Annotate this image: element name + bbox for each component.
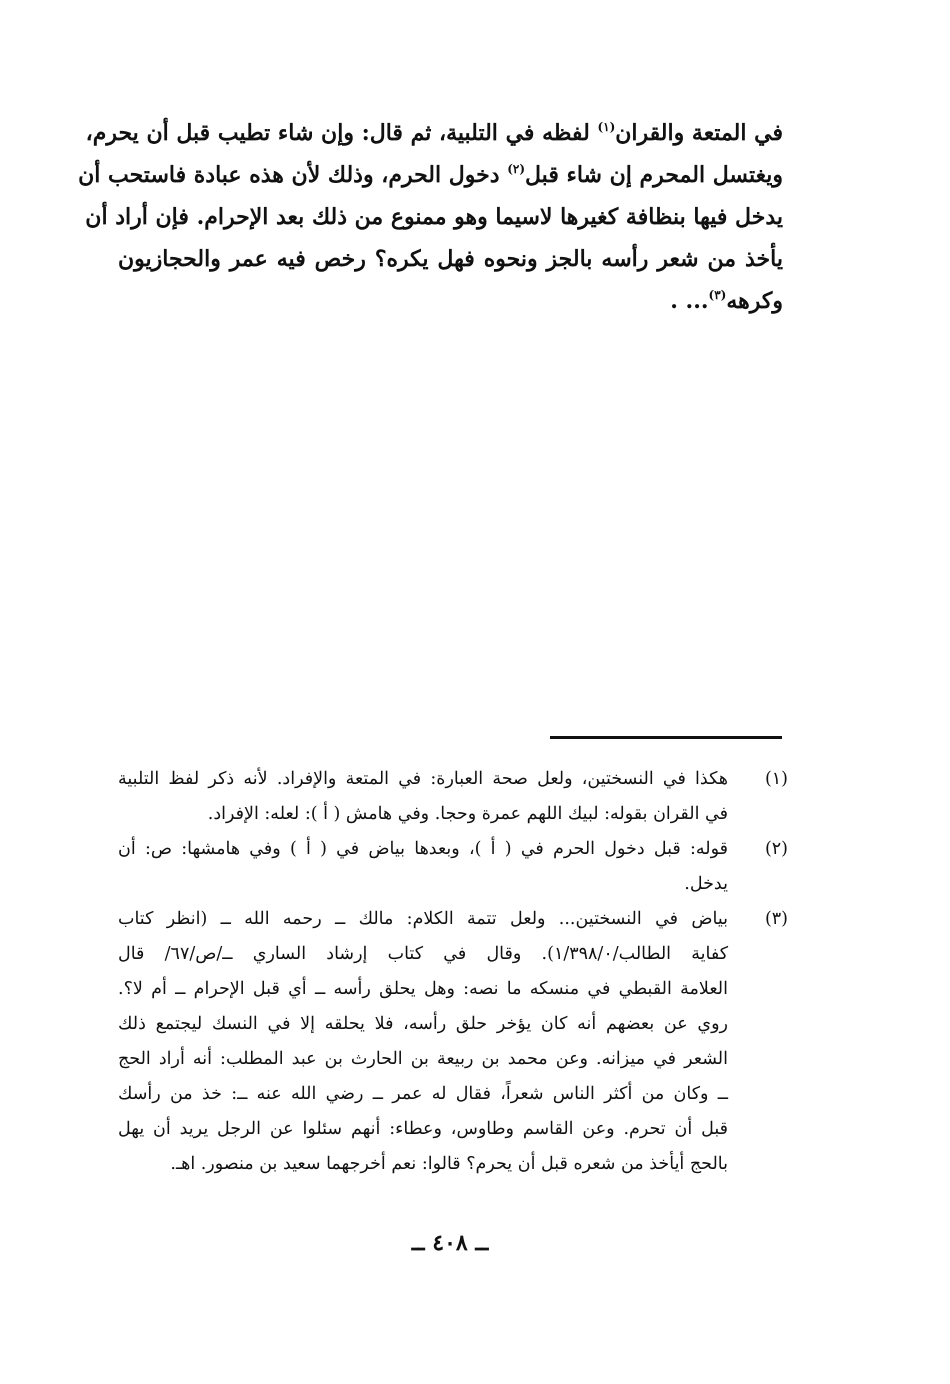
footnote-line: بياض في النسختين... ولعل تتمة الكلام: مالك ــ رحمه الله ــ (انظر كتاب — [118, 909, 728, 929]
main-text — [78, 112, 783, 322]
footnote-1 — [118, 762, 788, 832]
footnote-line: بالحج أيأخذ من شعره قبل أن يحرم؟ قالوا: نعم أخرجهما سعيد بن منصور. اهـ. — [170, 1154, 728, 1174]
text-segment: يدخل فيها بنظافة كغيرها لاسيما وهو ممنوع من ذلك بعد الإحرام. فإن أراد أن — [85, 204, 783, 230]
main-text-line — [118, 238, 783, 280]
footnote-marker: (٢) — [764, 839, 788, 859]
footnote-line: كفاية الطالب/١/٣٩٨/٠). وقال في كتاب إرشاد الساري ــ/ص/٦٧/ قال — [118, 944, 729, 964]
text-segment: ... . — [670, 288, 709, 314]
footnote-line: قوله: قبل دخول الحرم في ( أ )، وبعدها بياض في ( أ ) وفي هامشها: ص: أن — [118, 839, 728, 859]
footnote-separator — [550, 736, 782, 739]
footnote-3 — [118, 902, 788, 1182]
footnote-ref-1[interactable]: (١) — [597, 120, 616, 134]
main-text-line — [85, 112, 783, 154]
footnote-2 — [118, 832, 788, 902]
page-number: ــ ٤٠٨ ــ — [411, 1230, 489, 1256]
text-segment: يأخذ من شعر رأسه بالجز ونحوه فهل يكره؟ رخص فيه عمر والحجازيون — [118, 246, 783, 272]
footnote-line: روي عن بعضهم أنه كان يؤخر حلق رأسه، فلا يحلقه إلا في النسك ليجتمع ذلك — [118, 1014, 728, 1034]
text-segment: ويغتسل المحرم إن شاء قبل — [525, 162, 783, 188]
footnote-body — [118, 832, 728, 902]
footnote-body — [118, 902, 728, 1182]
footnote-line: هكذا في النسختين، ولعل صحة العبارة: في المتعة والإفراد. لأنه ذكر لفظ التلبية — [118, 769, 728, 789]
footnote-marker: (١) — [764, 769, 788, 789]
main-text-line — [118, 280, 783, 322]
footnote-line: يدخل. — [684, 874, 728, 894]
text-segment: لفظه في التلبية، ثم قال: وإن شاء تطيب قبل أن يحرم، — [85, 120, 598, 146]
main-text-line — [78, 154, 783, 196]
footnote-ref-3[interactable]: (٣) — [708, 288, 727, 302]
footnote-line: العلامة القبطي في منسكه ما نصه: وهل يحلق رأسه ــ أي قبل الإحرام ــ أم لا؟. — [118, 979, 728, 999]
footnote-ref-2[interactable]: (٢) — [507, 162, 526, 176]
footnote-line: الشعر في ميزانه. وعن محمد بن ربيعة بن الحارث بن عبد المطلب: أنه أراد الحج — [118, 1049, 728, 1069]
text-segment: دخول الحرم، وذلك لأن هذه عبادة فاستحب أن — [78, 162, 508, 188]
text-segment: في المتعة والقران — [615, 120, 783, 146]
footnote-body — [118, 762, 728, 832]
text-segment: وكرهه — [726, 288, 783, 314]
footnote-line: قبل أن تحرم. وعن القاسم وطاوس، وعطاء: أنهم سئلوا عن الرجل يريد أن يهل — [118, 1119, 728, 1139]
main-text-line — [85, 196, 783, 238]
footnotes — [118, 762, 788, 1182]
footnote-marker: (٣) — [764, 909, 788, 929]
footnote-line: في القران بقوله: لبيك اللهم عمرة وحجا. وفي هامش ( أ ): لعله: الإفراد. — [207, 804, 728, 824]
footnote-line: ــ وكان من أكثر الناس شعراً، فقال له عمر ــ رضي الله عنه ــ: خذ من رأسك — [118, 1084, 728, 1104]
